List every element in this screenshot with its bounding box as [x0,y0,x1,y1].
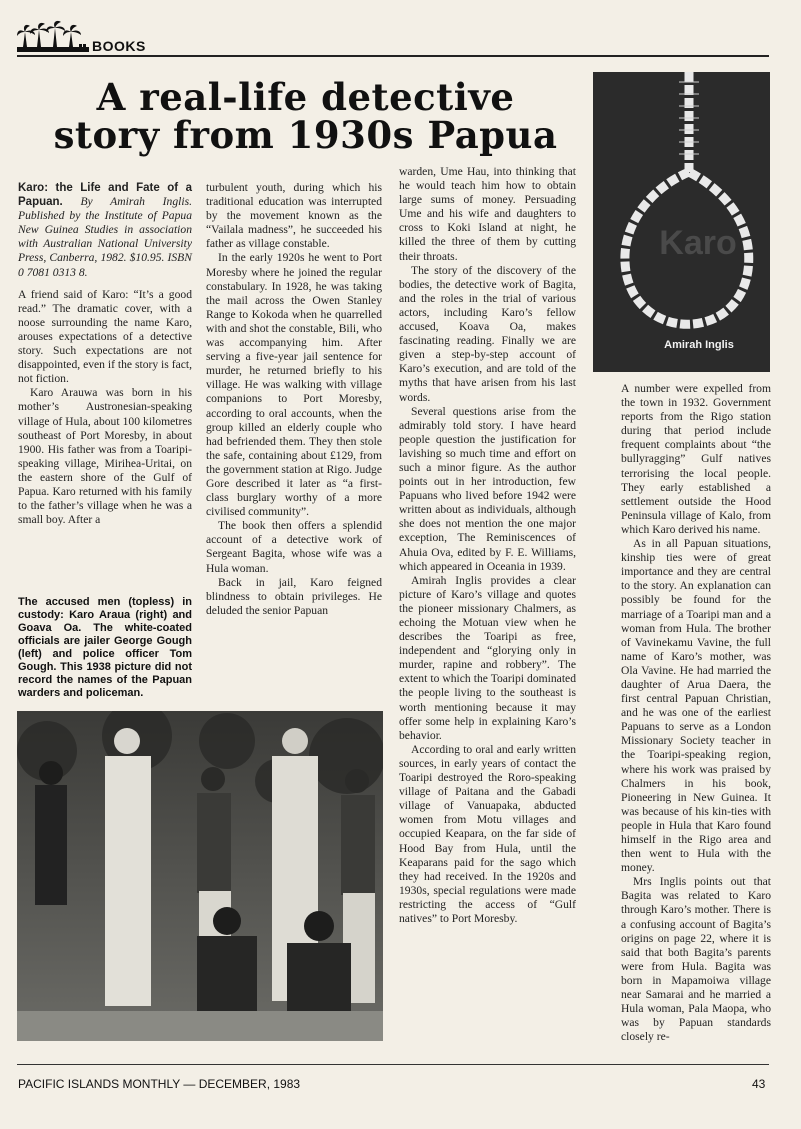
paragraph: Karo Arauwa was born in his mother’s Austronesian-speaking village of Hula, about 100 kilometres southeast of Port Moresby, in about 1900. His father was from a Toaripi-speaking village, Mirihea-Uritai, on the eastern shore of the Gulf of Papua. Karo returned with his family to the father’s village when he was a small boy. After a [18,386,192,527]
column-4 [621,382,771,1044]
book-info [18,181,192,280]
paragraph: A number were expelled from the town in 1932. Government reports from the Rigo station during that period include frequent complaints about “the bullyragging” Gulf natives terrorising the local people. They early established a settlement outside the Hood Peninsula village of Kalo, from which Karo derived his name. [621,382,771,536]
cover-title: Karo [659,224,737,262]
book-cover-image [593,72,770,372]
paragraph: turbulent youth, during which his traditional education was interrupted by the movement known as the “Vailala madness”, he succeeded his father as village constable. [206,181,382,251]
headline-line-1: A real-life detective [96,75,515,119]
photo-caption: The accused men (topless) in custody: Karo Araua (right) and Goava Oa. The white-coated officials are jailer George Gough (left) and police officer Tom Gough. This 1938 picture did not record the names of the Papuan warders and policeman. [18,596,192,699]
header-divider [17,55,769,57]
historical-photograph [17,711,383,1041]
paragraph: warden, Ume Hau, into thinking that he would teach him how to obtain large sums of money. Persuading Ume and his wife and daughters to cross to Koki Island at night, he killed the three of them by cutting their throats. [399,165,576,263]
section-label: BOOKS [92,38,146,54]
headline-line-2: story from 1930s Papua [53,113,558,157]
book-title: Karo: the Life and Fate of a Papuan. [18,182,192,209]
article-headline [28,75,583,157]
paragraph: In the early 1920s he went to Port Moresby where he joined the regular constabulary. In 1928, he was taking the mail across the Owen Stanley Range to Kokoda when he quarrelled with and shot the constable, Bili, who was accompanying him. After serving a five-year jail sentence for murder, he returned briefly to his village. He was walking with village companions to Port Moresby, according to oral accounts, when the group killed an elderly couple who had befriended them. They then stole the safe, containing about £129, from the government station at Rigo. Judge Gore described it later as “a first-class burglary worthy of a more civilised community”. [206,251,382,519]
footer-divider [17,1064,769,1065]
column-3 [399,165,576,926]
book-details: By Amirah Inglis. Published by the Institute of Papua New Guinea Studies in association with Australian National University Press, Canberra, 1982. $10.95. ISBN 0 7081 0313 8. [18,195,192,279]
palm-trees-logo [17,20,89,54]
paragraph: The book then offers a splendid account of a detective work of Sergeant Bagita, whose wife was a Hula woman. [206,519,382,575]
paragraph: Back in jail, Karo feigned blindness to obtain privileges. He deluded the senior Papuan [206,575,382,617]
paragraph: The story of the discovery of the bodies, the detective work of Bagita, and the roles in the trial of various actors, including Karo’s fellow accused, Koava Oa, makes fascinating reading. Finally we are given a step-by-step account of Karo’s execution, and are told of the myths that have arisen from his last words. [399,263,576,404]
group-photo-illustration [17,711,383,1041]
page-number: 43 [752,1077,766,1091]
paragraph: Amirah Inglis provides a clear picture of Karo’s village and quotes the pioneer missionary Chalmers, as echoing the Motuan view when he describes the Toaripi as free, independent and “glorying only in murder, rapine and robbery”. The extent to which the Toaripi dominated the people living to the southeast is worth mentioning because it may offer some help in explaining Karo’s behavior. [399,573,576,742]
paragraph: Several questions arise from the admirably told story. I have heard people question the justification for lavishing so much time and effort on such a minor figure. As the author points out in her introduction, few Papuans who lived before 1942 were written about as individuals, although she does not mention the one major exception, The Reminiscences of Ahuia Ova, edited by F. E. Williams, which appeared in Oceania in 1939. [399,404,576,573]
paragraph: According to oral and early written sources, in early years of contact the Toaripi destroyed the Roro-speaking village of Paitana and the Gabadi village of Vanuapaka, abducted women from Motu villages and occupied Keapara, on the far side of Hood Bay from Hula, until the Keaparans paid for the sago which they had received. In the 1920s and 1930s, special regulations were made restricting the access of “Gulf natives” to Port Moresby. [399,742,576,925]
column-2 [206,181,382,618]
paragraph: As in all Papuan situations, kinship ties were of great importance and they are central to the story. An explanation can possibly be found for the marriage of a Toaripi man and a woman from Hula. The brother of Vavinekamu Vavine, the full name of Karo’s mother, was Ola Vavine. He had married the daughter of Arua Daera, the first central Papuan Christian, and he was one of the earliest Papuans to serve as a London Missionary Society teacher in the Toaripi-speaking region, where his work was praised by Chalmers in his book, Pioneering in New Guinea. It was because of his kin-ties with people in Hula that Karo found himself in the Rigo area and then went to Hula with the money. [621,537,771,875]
publication-footer: PACIFIC ISLANDS MONTHLY — DECEMBER, 1983 [18,1077,301,1091]
cover-author: Amirah Inglis [664,339,734,351]
paragraph: Mrs Inglis points out that Bagita was related to Karo through Karo’s mother. There is a confusing account of Bagita’s origins on page 22, where it is said that both Bagita’s parents were from Hula. Bagita was born in Mapamoiwa village near Samarai and he married a Hula woman, Pala Maopa, who was by Papuan standards closely re- [621,875,771,1044]
column-1 [18,181,192,527]
paragraph: A friend said of Karo: “It’s a good read.” The dramatic cover, with a noose surrounding the name Karo, arouses expectations of a detective story. Such expectations are not disappointed, even if the story is fact, not fiction. [18,287,192,386]
noose-illustration [593,72,770,372]
